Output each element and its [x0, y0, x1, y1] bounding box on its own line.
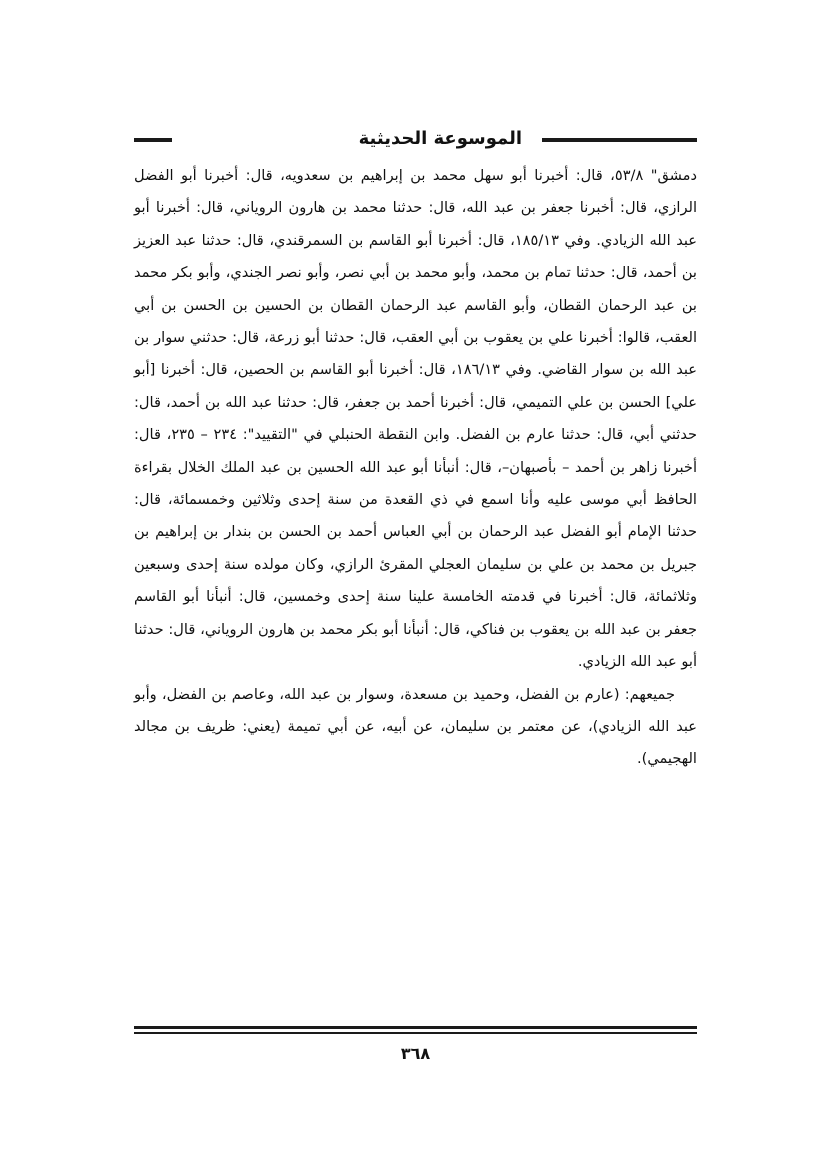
body-text: [134, 160, 697, 776]
running-title: الموسوعة الحديثية: [358, 128, 522, 149]
page-footer: [134, 1026, 697, 1063]
paragraph-summary: جميعهم: (عارم بن الفضل، وحميد بن مسعدة، وسوار بن عبد الله، وعاصم بن الفضل، وأبو عبد الله الزيادي)، عن معتمر بن سليمان، عن أبيه، عن أبي تميمة (يعني: ظريف بن مجالد الهجيمي).: [134, 685, 697, 768]
paragraph-citations: دمشق" ٥٣/٨، قال: أخبرنا أبو سهل محمد بن إبراهيم بن سعدويه، قال: أخبرنا أبو الفضل الرازي، قال: أخبرنا جعفر بن عبد الله، قال: حدثنا محمد بن هارون الروياني، قال: أخبرنا أبو عبد الله الزيادي. وفي ١٨٥/١٣، قال: أخبرنا أبو القاسم بن السمرقندي، قال: حدثنا عبد العزيز بن أحمد، قال: حدثنا تمام بن محمد، وأبو محمد بن أبي نصر، وأبو نصر الجندي، وأبو بكر محمد بن عبد الرحمان القطان، وأبو القاسم عبد الرحمان القطان بن الحسين بن الحسن بن أبي العقب، قالوا: أخبرنا علي بن يعقوب بن أبي العقب، قال: حدثنا أبو زرعة، قال: حدثني سوار بن عبد الله بن سوار القاضي. وفي ١٨٦/١٣، قال: أخبرنا أبو القاسم بن الحصين، قال: أخبرنا [أبو علي] الحسن بن علي التميمي، قال: أخبرنا أحمد بن جعفر، قال: حدثنا عبد الله بن أحمد، قال: حدثني أبي، قال: حدثنا عارم بن الفضل. وابن النقطة الحنبلي في "التقييد": ٢٣٤ – ٢٣٥، قال: أخبرنا زاهر بن أحمد – بأصبهان–، قال: أنبأنا أبو عبد الله الحسين بن عبد الملك الخلال بقراءة الحافظ أبي موسى عليه وأنا اسمع في ذي القعدة من سنة إحدى وثلاثين وخمسمائة، قال: حدثنا الإمام أبو الفضل عبد الرحمان بن أبي العباس أحمد بن الحسن بن بندار بن إبراهيم بن جبريل بن محمد بن علي بن سليمان العجلي المقرئ الرازي، وكان مولده سنة إحدى وسبعين وثلاثمائة، قال: أخبرنا في قدمته الخامسة علينا سنة إحدى وخمسين، قال: أنبأنا أبو القاسم جعفر بن عبد الله بن يعقوب بن فناكي، قال: أنبأنا أبو بكر محمد بن هارون الروياني، قال: حدثنا أبو عبد الله الزيادي.: [134, 167, 698, 671]
header-rule-left: [134, 138, 172, 142]
footer-rule-thick: [134, 1026, 697, 1029]
footer-rule-thin: [134, 1032, 697, 1034]
page-number: ٣٦٨: [400, 1043, 431, 1063]
page-header: [134, 124, 697, 154]
header-rule-right: [542, 138, 697, 142]
